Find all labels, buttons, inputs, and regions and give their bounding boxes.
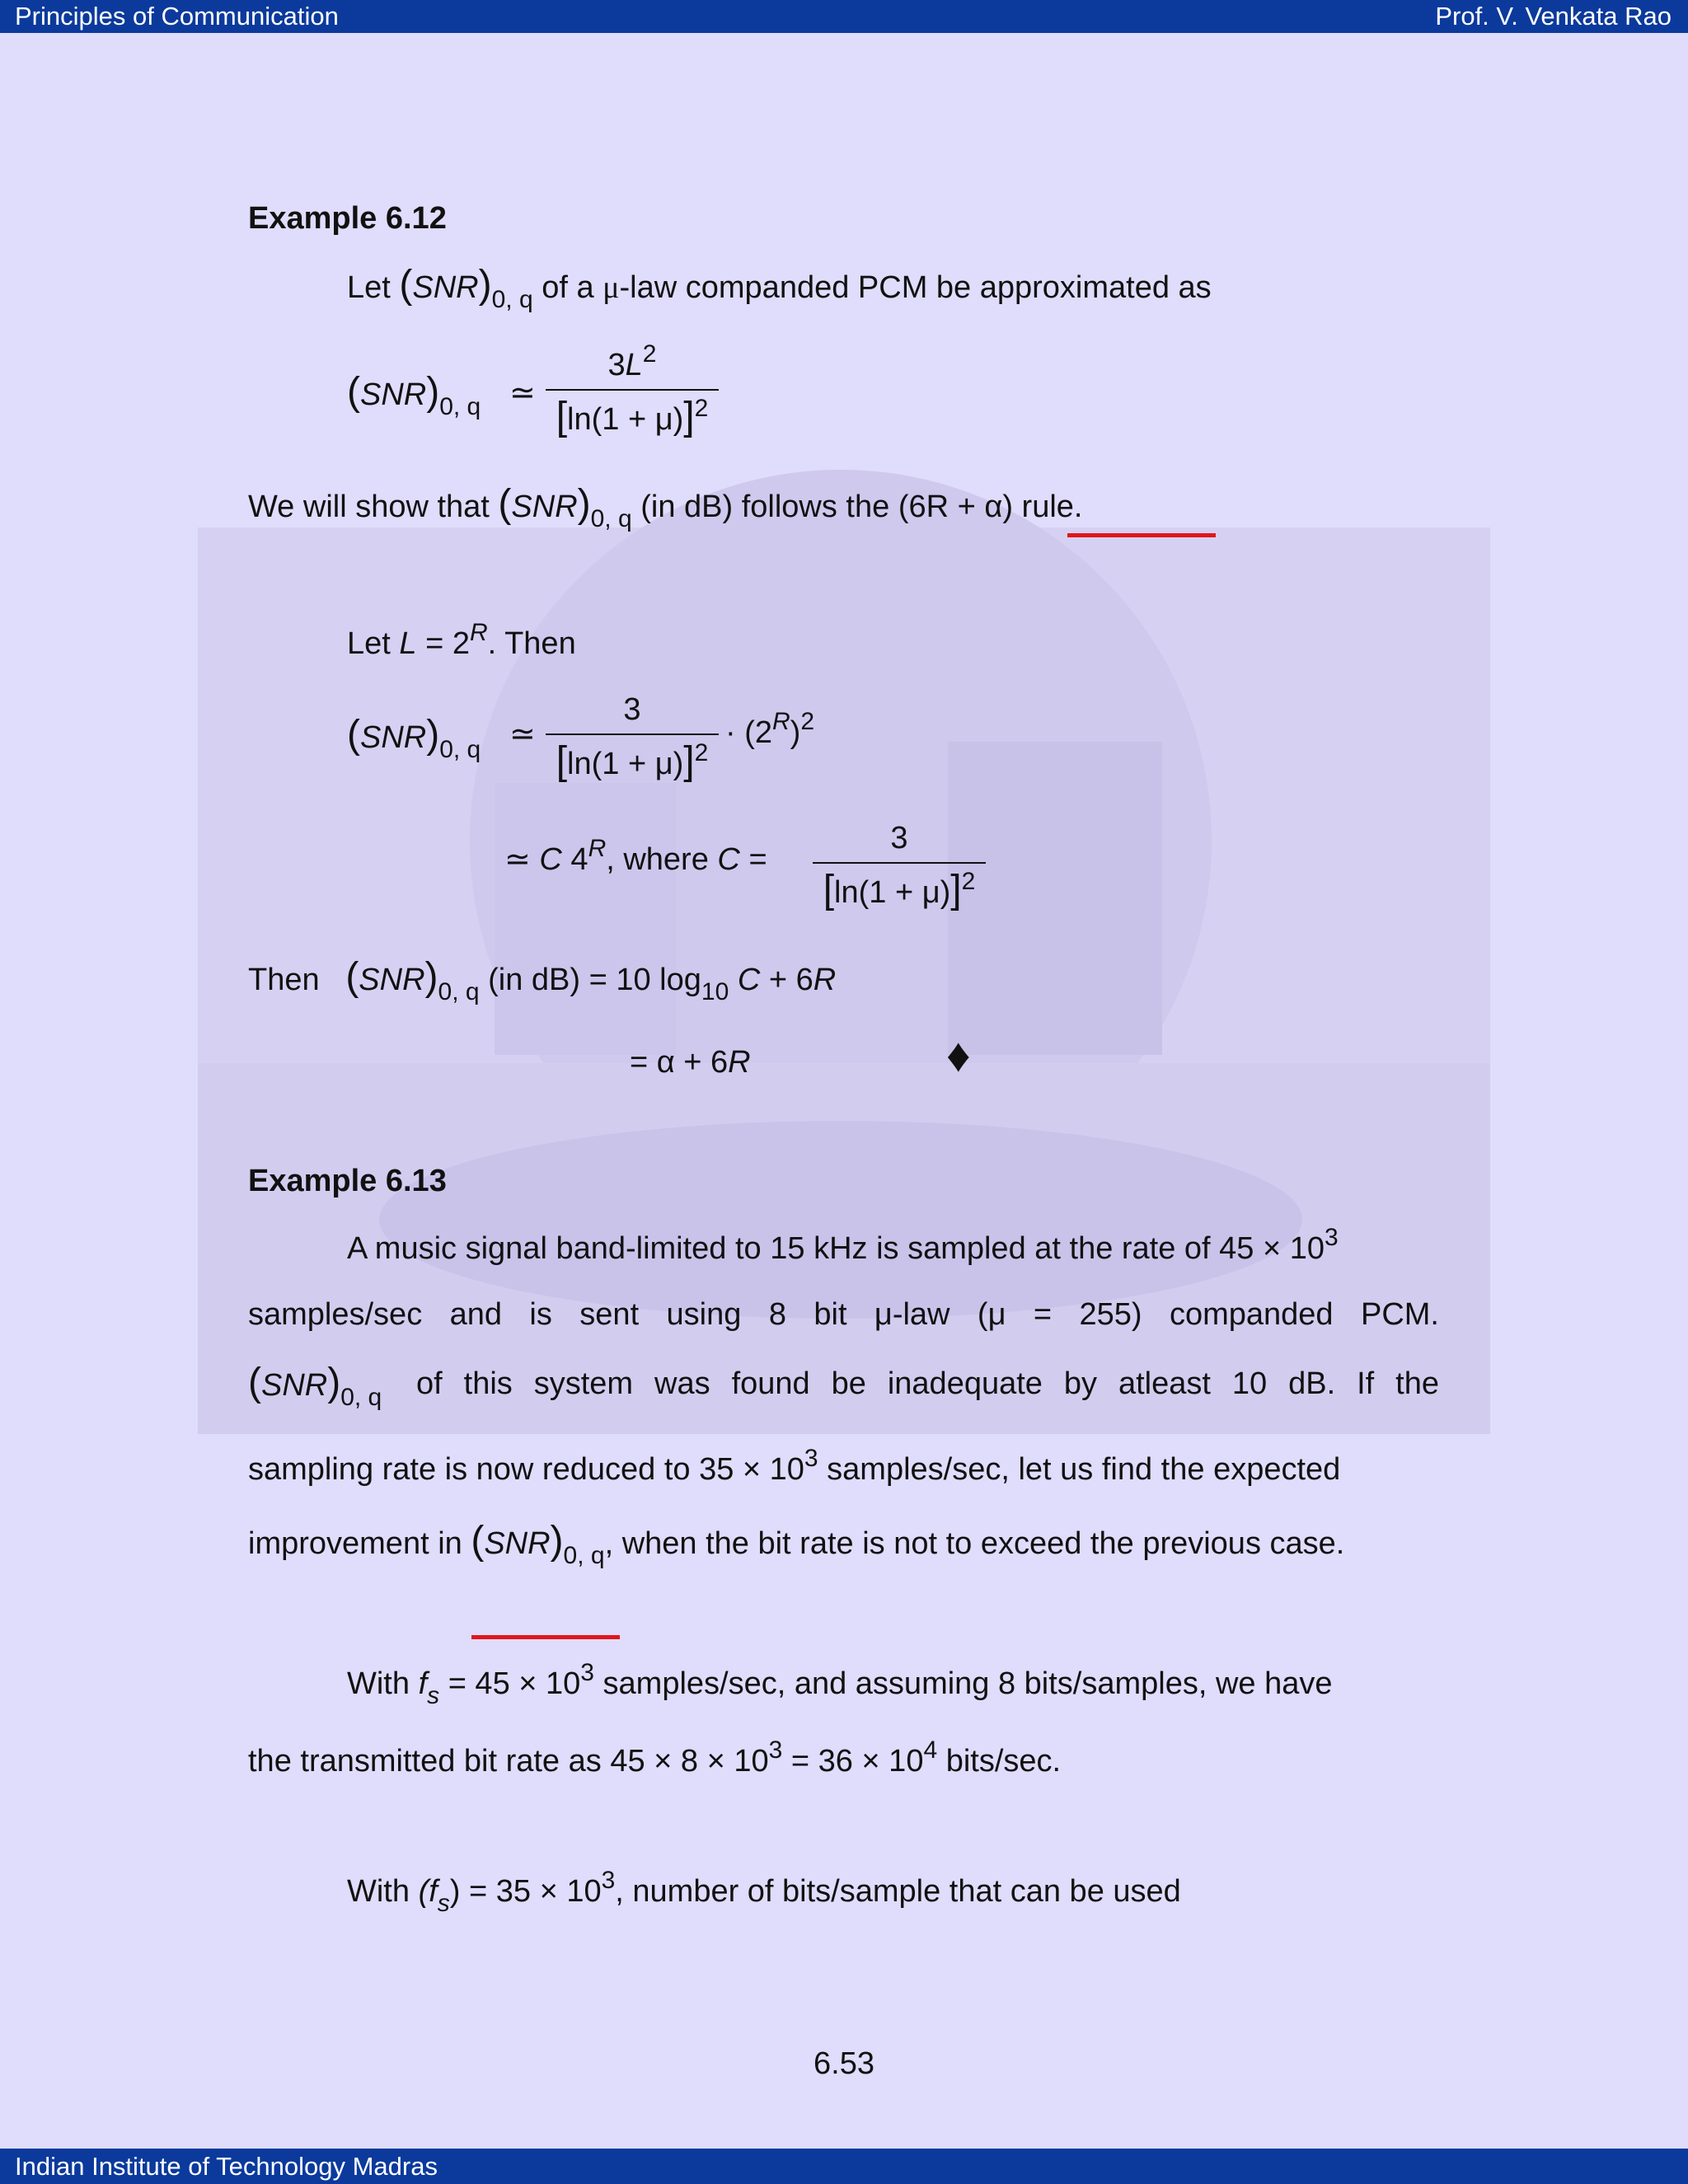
example-6-12-title: Example 6.12 — [248, 201, 447, 236]
with-fs-35: With $(f_s) = 35 \times 10^3$, number of bits/sample that can be used — [347, 1867, 1181, 1917]
page-number: 6.53 — [814, 2046, 874, 2081]
header-bar — [0, 0, 1688, 33]
eq2-fraction: $\frac{3}{[\ln(1 + \mu)]^2}$ — [546, 694, 719, 781]
eq1-fraction: $\frac{3L^2}{[\ln(1 + \mu)]^2}$ — [546, 349, 719, 437]
footer-bar — [0, 2149, 1688, 2184]
p3: of this system was found be inadequate by atleast 10 dB. If the — [416, 1366, 1439, 1401]
course-title: Principles of Communication — [15, 2, 339, 30]
bit-rate-line: the transmitted bit rate as $45 \times 8 \times 10^3 = 36 \times 10^4$ bits/sec. — [248, 1736, 1062, 1779]
author-name: Prof. V. Venkata Rao — [1435, 2, 1672, 30]
eq1-approx: ≃ — [509, 376, 536, 410]
example-6-12-intro: Let $(SNR)_{0, q}$ of a μ-law companded PCM be approximated as — [347, 263, 1212, 313]
eq2-approx: ≃ — [509, 717, 536, 752]
eq5-line: = α + 6R — [630, 1045, 751, 1080]
end-of-example-diamond: ♦ — [946, 1029, 971, 1082]
p2: samples/sec and is sent using 8 bit μ-law (μ = 255) companded PCM. — [248, 1297, 1439, 1332]
eq1-lhs: $(SNR)_{0, q}$ — [347, 370, 481, 420]
p1: A music signal band-limited to 15 kHz is sampled at the rate of $45 \times 10^3$ — [347, 1224, 1339, 1266]
eq2-tail: · $(2^R)^2$ — [725, 708, 815, 750]
eq4-line: Then $(SNR)_{0, q}$ (in dB) = 10 $\log_{10} C + 6R$ — [248, 955, 837, 1005]
example-6-13-title: Example 6.13 — [248, 1164, 447, 1198]
eq3-lhs: ≃ C $4^R$, where C = — [504, 835, 767, 877]
eq3-fraction: $\frac{3}{[\ln(1 + \mu)]^2}$ — [813, 823, 986, 910]
show-rule-sentence: We will show that $(SNR)_{0, q}$ (in dB) follows the (6R + α) rule. — [248, 482, 1083, 532]
p3-snr: $(SNR)_{0, q}$ — [248, 1361, 382, 1411]
let-L-line: Let $L = 2^R$. Then — [347, 619, 576, 661]
p5: improvement in $(SNR)_{0, q}$, when the bit rate is not to exceed the previous case. — [248, 1519, 1345, 1569]
institute-name: Indian Institute of Technology Madras — [15, 2152, 438, 2181]
with-fs-45: With $f_s = 45 \times 10^3$ samples/sec, and assuming 8 bits/samples, we have — [347, 1659, 1333, 1709]
p4: sampling rate is now reduced to $35 \times 10^3$ samples/sec, let us find the expected — [248, 1445, 1341, 1487]
red-underline-2 — [471, 1635, 620, 1639]
eq2-lhs: $(SNR)_{0, q}$ — [347, 713, 481, 763]
red-underline — [1067, 533, 1216, 537]
